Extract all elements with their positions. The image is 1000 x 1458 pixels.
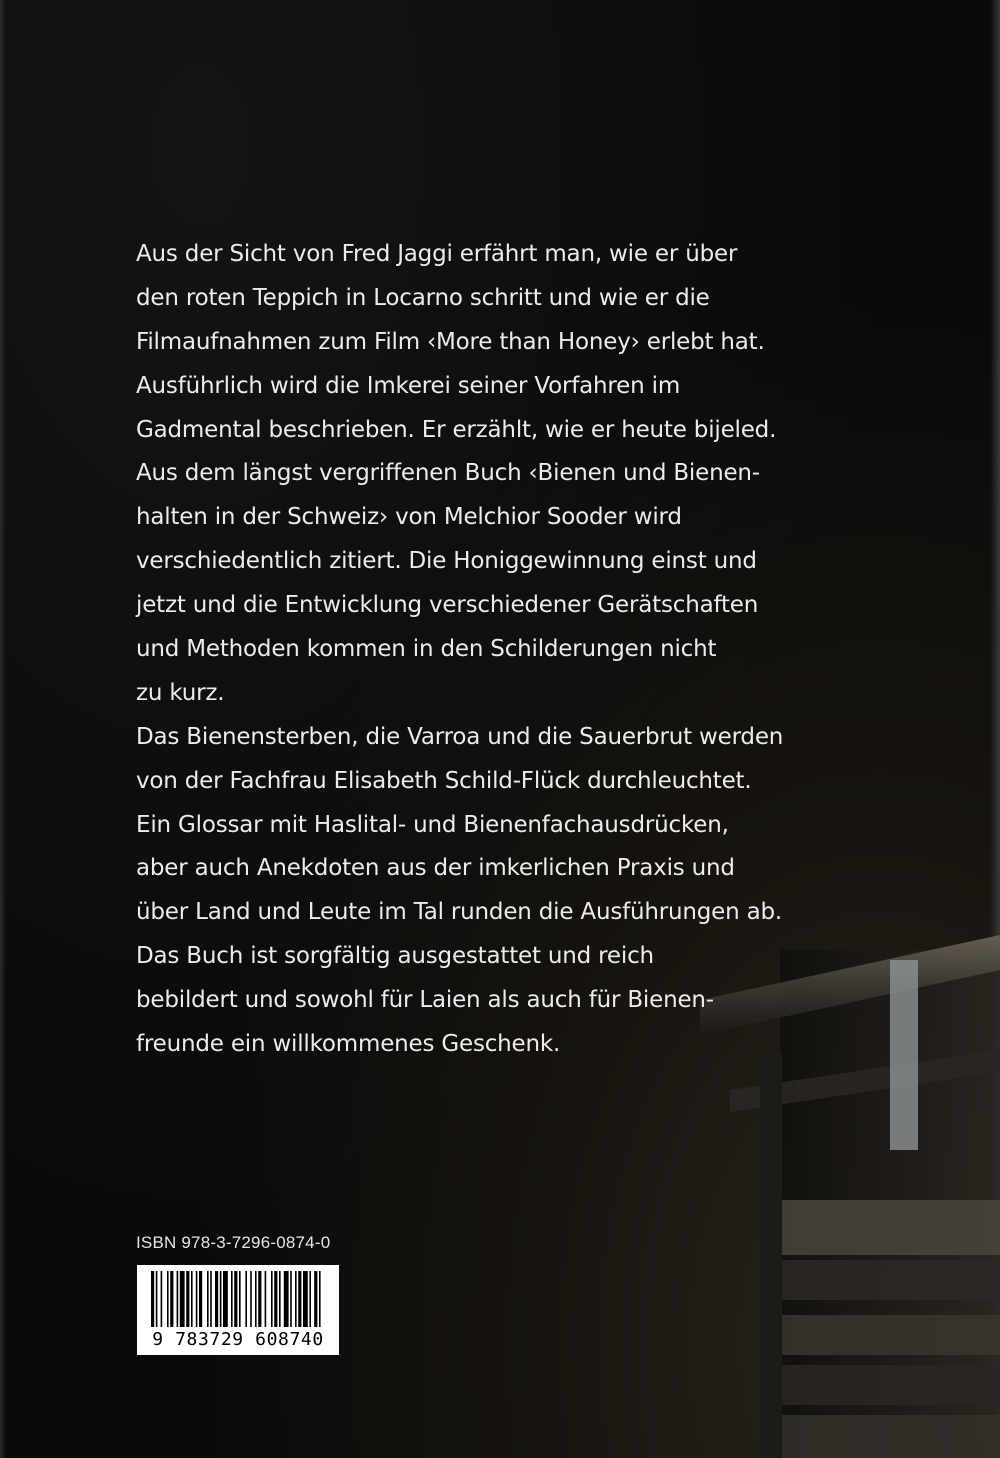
barcode-bar (255, 1271, 257, 1327)
blurb-line: aber auch Anekdoten aus der imkerlichen Praxis und (136, 855, 735, 882)
blurb-line: Ein Glossar mit Haslital- und Bienenfachausdrücken, (136, 811, 729, 838)
barcode-bar (177, 1271, 179, 1327)
barcode-number: 9 783729 608740 (152, 1329, 324, 1350)
barcode-bar (191, 1271, 193, 1327)
blurb-line: jetzt und die Entwicklung verschiedener Gerätschaften (136, 592, 759, 619)
blurb-line: freunde ein willkommenes Geschenk. (136, 1031, 561, 1058)
barcode-bar (239, 1271, 241, 1327)
blurb-text (136, 233, 836, 1067)
blurb-line: über Land und Leute im Tal runden die Ausführungen ab. (136, 899, 783, 926)
blurb-line: zu kurz. (136, 679, 225, 706)
blurb-line: Das Bienensterben, die Varroa und die Sauerbrut werden (136, 723, 784, 750)
barcode-bar (274, 1271, 277, 1327)
barcode-bar (319, 1271, 321, 1327)
barcode-bar (215, 1271, 218, 1327)
blurb-line: Filmaufnahmen zum Film ‹More than Honey› erlebt hat. (136, 328, 765, 355)
barcode-bar (271, 1271, 273, 1327)
barcode-bar (223, 1271, 228, 1327)
barcode-bar (156, 1271, 158, 1327)
barcode-bar (245, 1271, 247, 1327)
barcode-bar (290, 1271, 292, 1327)
barcode-bar (167, 1271, 169, 1327)
barcode-bar (220, 1271, 222, 1327)
barcode-bar (170, 1271, 173, 1327)
barcode-bar (295, 1271, 297, 1327)
barcode-bar (303, 1271, 308, 1327)
barcode-bar (265, 1271, 267, 1327)
blurb-line: halten in der Schweiz› von Melchior Sooder wird (136, 504, 682, 531)
barcode (137, 1265, 339, 1355)
barcode-bar (250, 1271, 252, 1327)
barcode-bar (309, 1271, 311, 1327)
barcode-bar (207, 1271, 209, 1327)
blurb-line: von der Fachfrau Elisabeth Schild-Flück durchleuchtet. (136, 767, 752, 794)
blurb-line: und Methoden kommen in den Schilderungen nicht (136, 636, 717, 663)
barcode-bar (258, 1271, 261, 1327)
barcode-bar (180, 1271, 185, 1327)
barcode-bar (279, 1271, 281, 1327)
barcode-bar (186, 1271, 189, 1327)
barcode-bar (210, 1271, 212, 1327)
blurb-line: den roten Teppich in Locarno schritt und wie er die (136, 284, 710, 311)
barcode-bar (199, 1271, 202, 1327)
blurb-line: Gadmental beschrieben. Er erzählt, wie er heute bijeled. (136, 416, 777, 443)
barcode-bar (284, 1271, 289, 1327)
blurb-line: Aus dem längst vergriffenen Buch ‹Bienen und Bienen- (136, 460, 760, 487)
barcode-bar (151, 1271, 154, 1327)
barcode-bar (161, 1271, 163, 1327)
cover-edge-left (0, 0, 6, 1458)
barcode-bar (234, 1271, 237, 1327)
barcode-bar (314, 1271, 317, 1327)
blurb-line: Das Buch ist sorgfältig ausgestattet und reich (136, 943, 654, 970)
blurb-line: Aus der Sicht von Fred Jaggi erfährt man, wie er über (136, 241, 738, 267)
blurb-line: Ausführlich wird die Imkerei seiner Vorfahren im (136, 372, 681, 399)
barcode-bar (231, 1271, 233, 1327)
barcode-bar (196, 1271, 198, 1327)
barcode-bars (137, 1265, 339, 1329)
blurb-line: bebildert und sowohl für Laien als auch für Bienen- (136, 987, 714, 1014)
blurb-line: verschiedentlich zitiert. Die Honiggewinnung einst und (136, 548, 757, 575)
barcode-bar (298, 1271, 301, 1327)
isbn-label: ISBN 978-3-7296-0874-0 (136, 1233, 331, 1252)
